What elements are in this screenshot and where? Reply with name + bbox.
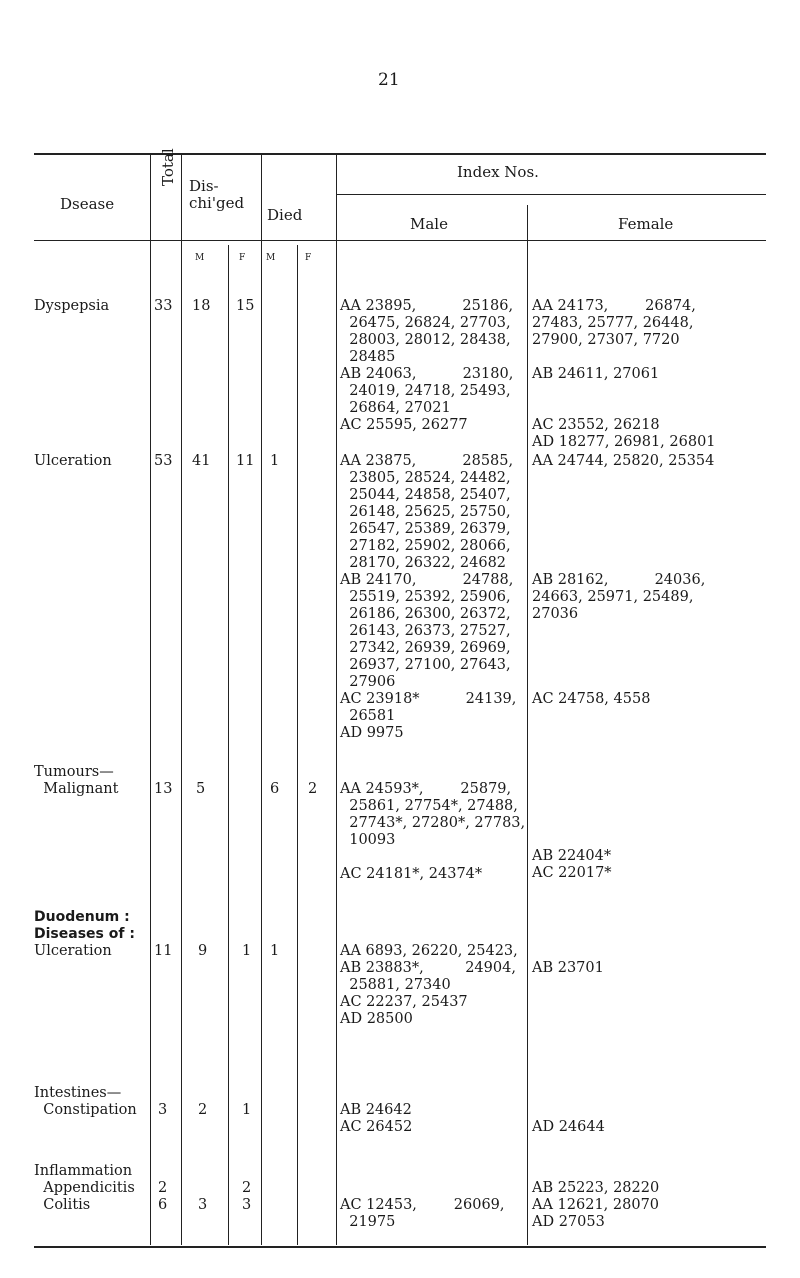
died-f-header: F bbox=[305, 253, 312, 263]
total-cell: 13 bbox=[154, 781, 173, 797]
died-f-cell: 2 bbox=[308, 781, 318, 797]
female-index-cell: AB 22404* AC 22017* bbox=[532, 848, 612, 881]
female-index-cell: AA 24744, 25820, 25354 AB 28162, 24036, 24663, 25971, 25489, 27036 AC 24758, 4558 bbox=[532, 453, 715, 707]
page-number: 21 bbox=[378, 70, 400, 90]
col-line-diedf bbox=[297, 245, 298, 1245]
total-cell: 6 bbox=[158, 1197, 168, 1213]
dis-m-cell: 41 bbox=[192, 453, 211, 469]
dis-f-cell: 15 bbox=[236, 298, 255, 314]
dis-m-cell: 18 bbox=[192, 298, 211, 314]
row-label: Colitis bbox=[34, 1197, 91, 1213]
dis-f-cell: 1 bbox=[242, 943, 252, 959]
dis-f-cell: 2 bbox=[242, 1180, 252, 1196]
section-heading: Duodenum : Diseases of : bbox=[34, 909, 135, 942]
total-header: Total bbox=[159, 148, 177, 186]
died-m-cell: 1 bbox=[270, 943, 280, 959]
total-cell: 11 bbox=[154, 943, 173, 959]
dis-f-cell: 11 bbox=[236, 453, 255, 469]
col-line-died bbox=[261, 155, 262, 1245]
row-label: Inflammation Appendicitis bbox=[34, 1163, 135, 1196]
male-index-cell: AA 6893, 26220, 25423, AB 23883*, 24904, 25881, 27340 AC 22237, 25437 AD 28500 bbox=[340, 943, 518, 1027]
female-index-cell: AB 25223, 28220 bbox=[532, 1180, 660, 1196]
died-m-header: M bbox=[266, 253, 276, 263]
female-index-cell: AA 12621, 28070 AD 27053 bbox=[532, 1197, 660, 1230]
died-m-cell: 1 bbox=[270, 453, 280, 469]
index-header: Index Nos. bbox=[457, 163, 539, 181]
col-line-total bbox=[150, 155, 151, 1245]
died-m-cell: 6 bbox=[270, 781, 280, 797]
row-label: Dyspepsia bbox=[34, 298, 110, 314]
col-line-female bbox=[527, 205, 528, 1245]
died-header: Died bbox=[267, 206, 303, 224]
female-index-cell: AA 24173, 26874, 27483, 25777, 26448, 27900, 27307, 7720 AB 24611, 27061 AC 23552, 26218 AD 18277, 26981, 26801 bbox=[532, 298, 716, 450]
discharged-header: Dis- chi'ged bbox=[189, 177, 245, 212]
row-label: Tumours— Malignant bbox=[34, 764, 119, 797]
total-cell: 3 bbox=[158, 1102, 168, 1118]
dis-f-cell: 3 bbox=[242, 1197, 252, 1213]
col-line-dis bbox=[181, 155, 182, 1245]
male-index-cell: AA 23875, 28585, 23805, 28524, 24482, 25044, 24858, 25407, 26148, 25625, 25750, 26547, 25389, 26379, 27182, 25902, 28066, 28170, 26322, 24682 AB 24170, 24788, 25519, 25392, 25906, 26186, 26300, 26372, 26143, 26373, 27527, 27342, 26939, 26969, 26937, 27100, 27643, 27906 AC 23918* 24139, 26581 AD 9975 bbox=[340, 453, 517, 741]
male-index-cell: AA 23895, 25186, 26475, 26824, 27703, 28003, 28012, 28438, 28485 AB 24063, 23180, 24019, 24718, 25493, 26864, 27021 AC 25595, 26277 bbox=[340, 298, 514, 433]
row-label: Intestines— Constipation bbox=[34, 1085, 137, 1118]
total-cell: 33 bbox=[154, 298, 173, 314]
dis-m-cell: 2 bbox=[198, 1102, 208, 1118]
index-subrule bbox=[336, 194, 766, 195]
female-index-cell: AD 24644 bbox=[532, 1119, 605, 1135]
col-line-disf bbox=[228, 245, 229, 1245]
dis-m-header: M bbox=[195, 253, 205, 263]
bottom-rule bbox=[34, 1246, 766, 1248]
male-index-cell: AC 12453, 26069, 21975 bbox=[340, 1197, 505, 1230]
male-index-cell: AA 24593*, 25879, 25861, 27754*, 27488, 27743*, 27280*, 27783, 10093 AC 24181*, 24374* bbox=[340, 781, 526, 882]
dis-m-cell: 3 bbox=[198, 1197, 208, 1213]
row-label: Ulceration bbox=[34, 453, 112, 469]
dis-m-cell: 5 bbox=[196, 781, 206, 797]
female-index-cell: AB 23701 bbox=[532, 960, 604, 976]
dis-f-header: F bbox=[239, 253, 246, 263]
disease-header: Dsease bbox=[60, 195, 115, 213]
top-rule bbox=[34, 153, 766, 155]
header-rule bbox=[34, 240, 766, 241]
row-label: Ulceration bbox=[34, 943, 112, 959]
dis-m-cell: 9 bbox=[198, 943, 208, 959]
col-line-index bbox=[336, 155, 337, 1245]
dis-f-cell: 1 bbox=[242, 1102, 252, 1118]
male-index-cell: AB 24642 AC 26452 bbox=[340, 1102, 413, 1135]
total-cell: 2 bbox=[158, 1180, 168, 1196]
female-header: Female bbox=[618, 215, 674, 233]
male-header: Male bbox=[410, 215, 448, 233]
total-cell: 53 bbox=[154, 453, 173, 469]
